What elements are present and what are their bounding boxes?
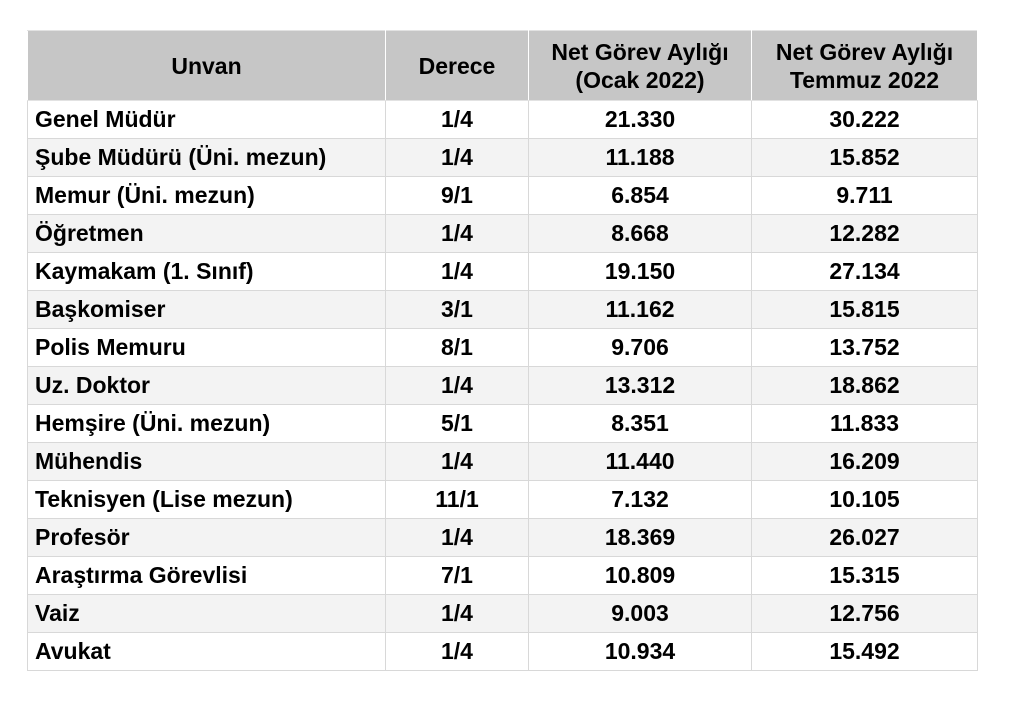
cell-unvan: Şube Müdürü (Üni. mezun) (28, 139, 386, 177)
table-row (28, 139, 978, 177)
header-ocak (529, 31, 752, 101)
cell-ocak: 6.854 (529, 177, 752, 215)
table-row (28, 595, 978, 633)
table-row (28, 291, 978, 329)
header-unvan-label: Unvan (171, 52, 242, 79)
table-row (28, 481, 978, 519)
table-row (28, 215, 978, 253)
cell-temmuz: 10.105 (752, 481, 978, 519)
cell-ocak: 7.132 (529, 481, 752, 519)
cell-temmuz: 16.209 (752, 443, 978, 481)
cell-temmuz: 11.833 (752, 405, 978, 443)
cell-unvan: Avukat (28, 633, 386, 671)
salary-table (27, 30, 978, 671)
table-row (28, 367, 978, 405)
cell-derece: 3/1 (386, 291, 529, 329)
cell-temmuz: 12.282 (752, 215, 978, 253)
cell-derece: 8/1 (386, 329, 529, 367)
header-temmuz-line1: Net Görev Aylığı (775, 38, 954, 65)
salary-table-container (27, 30, 977, 671)
table-row (28, 329, 978, 367)
cell-derece: 7/1 (386, 557, 529, 595)
table-body (28, 101, 978, 671)
cell-temmuz: 15.492 (752, 633, 978, 671)
table-row (28, 443, 978, 481)
header-derece-label: Derece (418, 52, 496, 79)
cell-temmuz: 27.134 (752, 253, 978, 291)
cell-unvan: Hemşire (Üni. mezun) (28, 405, 386, 443)
cell-ocak: 21.330 (529, 101, 752, 139)
cell-temmuz: 15.815 (752, 291, 978, 329)
cell-derece: 1/4 (386, 443, 529, 481)
cell-unvan: Memur (Üni. mezun) (28, 177, 386, 215)
cell-unvan: Vaiz (28, 595, 386, 633)
cell-ocak: 19.150 (529, 253, 752, 291)
cell-unvan: Öğretmen (28, 215, 386, 253)
cell-derece: 1/4 (386, 215, 529, 253)
cell-temmuz: 12.756 (752, 595, 978, 633)
table-row (28, 253, 978, 291)
cell-derece: 5/1 (386, 405, 529, 443)
header-temmuz (752, 31, 978, 101)
cell-ocak: 11.188 (529, 139, 752, 177)
cell-derece: 9/1 (386, 177, 529, 215)
cell-ocak: 8.351 (529, 405, 752, 443)
cell-derece: 1/4 (386, 633, 529, 671)
table-row (28, 519, 978, 557)
header-unvan (28, 31, 386, 101)
header-row (28, 31, 978, 101)
cell-unvan: Polis Memuru (28, 329, 386, 367)
cell-unvan: Mühendis (28, 443, 386, 481)
cell-ocak: 9.706 (529, 329, 752, 367)
cell-derece: 11/1 (386, 481, 529, 519)
cell-temmuz: 15.315 (752, 557, 978, 595)
cell-ocak: 8.668 (529, 215, 752, 253)
cell-derece: 1/4 (386, 139, 529, 177)
table-header (28, 31, 978, 101)
header-ocak-line2: (Ocak 2022) (575, 66, 705, 93)
cell-unvan: Araştırma Görevlisi (28, 557, 386, 595)
cell-temmuz: 18.862 (752, 367, 978, 405)
cell-unvan: Başkomiser (28, 291, 386, 329)
cell-unvan: Profesör (28, 519, 386, 557)
cell-temmuz: 15.852 (752, 139, 978, 177)
cell-ocak: 9.003 (529, 595, 752, 633)
cell-unvan: Uz. Doktor (28, 367, 386, 405)
table-row (28, 101, 978, 139)
cell-ocak: 10.809 (529, 557, 752, 595)
cell-derece: 1/4 (386, 367, 529, 405)
cell-unvan: Genel Müdür (28, 101, 386, 139)
cell-temmuz: 13.752 (752, 329, 978, 367)
table-row (28, 557, 978, 595)
cell-ocak: 18.369 (529, 519, 752, 557)
header-derece (386, 31, 529, 101)
cell-derece: 1/4 (386, 519, 529, 557)
cell-unvan: Kaymakam (1. Sınıf) (28, 253, 386, 291)
cell-ocak: 10.934 (529, 633, 752, 671)
cell-ocak: 11.162 (529, 291, 752, 329)
cell-temmuz: 9.711 (752, 177, 978, 215)
cell-ocak: 11.440 (529, 443, 752, 481)
table-row (28, 405, 978, 443)
cell-unvan: Teknisyen (Lise mezun) (28, 481, 386, 519)
cell-derece: 1/4 (386, 595, 529, 633)
cell-derece: 1/4 (386, 253, 529, 291)
cell-temmuz: 26.027 (752, 519, 978, 557)
table-row (28, 177, 978, 215)
header-temmuz-line2: Temmuz 2022 (789, 66, 940, 93)
cell-ocak: 13.312 (529, 367, 752, 405)
cell-temmuz: 30.222 (752, 101, 978, 139)
cell-derece: 1/4 (386, 101, 529, 139)
table-row (28, 633, 978, 671)
header-ocak-line1: Net Görev Aylığı (551, 38, 729, 65)
